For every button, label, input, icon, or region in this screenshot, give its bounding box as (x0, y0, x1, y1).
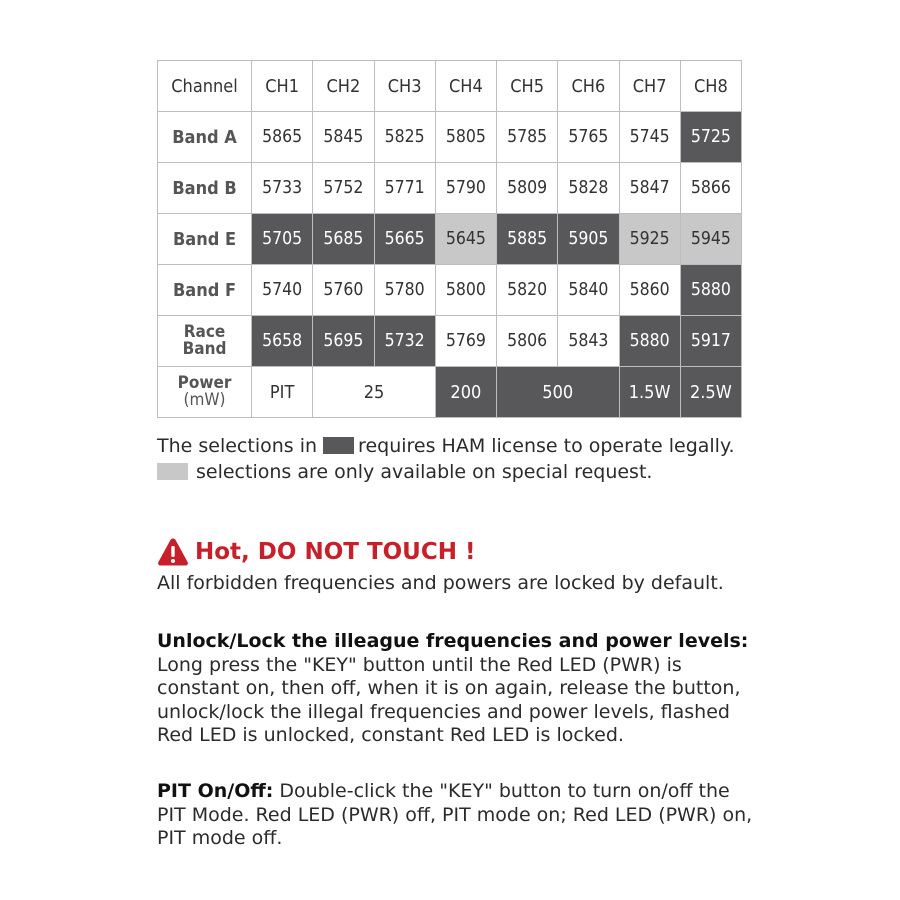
warning-title: Hot, DO NOT TOUCH ! (195, 539, 476, 565)
freq-cell: 5809 (497, 163, 558, 214)
freq-cell: 5790 (435, 163, 496, 214)
freq-cell: 5820 (497, 265, 558, 316)
freq-cell: 5847 (619, 163, 680, 214)
freq-cell: 5725 (680, 112, 741, 163)
freq-cell: 5752 (313, 163, 374, 214)
row-label-line1: Power (177, 373, 232, 393)
instruction-line (157, 780, 857, 804)
row-label-line1: Race (183, 322, 226, 342)
freq-cell: 5705 (252, 214, 313, 265)
freq-cell: 5658 (252, 316, 313, 367)
pit-heading: PIT On/Off: (157, 780, 274, 802)
freq-cell: 5925 (619, 214, 680, 265)
freq-cell: 5917 (680, 316, 741, 367)
table-row-power (158, 367, 742, 418)
power-cell: PIT (252, 367, 313, 418)
table-row-band-a (158, 112, 742, 163)
freq-cell: 5800 (435, 265, 496, 316)
row-label-line2: Band (182, 339, 227, 359)
row-label (158, 316, 252, 367)
channel-header-ch6: CH6 (558, 61, 619, 112)
warning-header (157, 535, 475, 569)
light-swatch (157, 463, 188, 480)
frequency-table (157, 60, 742, 418)
dark-swatch (323, 437, 354, 454)
freq-cell: 5645 (435, 214, 496, 265)
power-cell: 25 (313, 367, 436, 418)
warning-triangle-icon (157, 537, 189, 567)
table-row-band-f (158, 265, 742, 316)
freq-cell: 5765 (558, 112, 619, 163)
instruction-line: unlock/lock the illegal frequencies and power levels, flashed (157, 700, 730, 723)
freq-cell: 5905 (558, 214, 619, 265)
table-row-band-b (158, 163, 742, 214)
channel-header-ch8: CH8 (680, 61, 741, 112)
instruction-line: Red LED is unlocked, constant Red LED is locked. (157, 724, 624, 746)
freq-cell: 5825 (374, 112, 435, 163)
legend-text: The selections in (157, 435, 318, 457)
instruction-line: constant on, then off, when it is on again, release the button, (157, 677, 741, 699)
freq-cell: 5740 (252, 265, 313, 316)
pit-instructions (157, 780, 857, 851)
legend-text: requires HAM license to operate legally. (358, 435, 735, 457)
freq-cell: 5885 (497, 214, 558, 265)
channel-header-ch7: CH7 (619, 61, 680, 112)
row-label: Band B (158, 163, 252, 214)
unlock-instructions (157, 630, 857, 748)
freq-cell: 5860 (619, 265, 680, 316)
freq-cell: 5880 (680, 265, 741, 316)
power-cell: 2.5W (680, 367, 741, 418)
freq-cell: 5695 (313, 316, 374, 367)
freq-cell: 5685 (313, 214, 374, 265)
channel-header-ch3: CH3 (374, 61, 435, 112)
legend (157, 433, 857, 485)
row-label-line2: (mW) (183, 390, 226, 410)
freq-cell: 5732 (374, 316, 435, 367)
legend-line-dark (157, 433, 857, 459)
warning-subtitle: All forbidden frequencies and powers are locked by default. (157, 572, 724, 594)
freq-cell: 5828 (558, 163, 619, 214)
freq-cell: 5733 (252, 163, 313, 214)
instruction-line: PIT mode off. (157, 827, 283, 849)
freq-cell: 5880 (619, 316, 680, 367)
legend-text: selections are only available on special request. (196, 461, 653, 483)
power-cell: 200 (435, 367, 496, 418)
channel-header-label: Channel (158, 61, 252, 112)
row-label (158, 367, 252, 418)
channel-header-ch1: CH1 (252, 61, 313, 112)
freq-cell: 5665 (374, 214, 435, 265)
freq-cell: 5805 (435, 112, 496, 163)
table-row-race-band (158, 316, 742, 367)
freq-cell: 5780 (374, 265, 435, 316)
row-label: Band A (158, 112, 252, 163)
freq-cell: 5806 (497, 316, 558, 367)
channel-header-ch2: CH2 (313, 61, 374, 112)
freq-cell: 5760 (313, 265, 374, 316)
freq-cell: 5745 (619, 112, 680, 163)
instruction-line: PIT Mode. Red LED (PWR) off, PIT mode on; Red LED (PWR) on, (157, 803, 753, 826)
unlock-heading: Unlock/Lock the illeague frequencies and power levels: (157, 630, 749, 652)
instruction-line: Long press the "KEY" button until the Red LED (PWR) is (157, 653, 682, 676)
row-label: Band F (158, 265, 252, 316)
freq-cell: 5771 (374, 163, 435, 214)
freq-cell: 5785 (497, 112, 558, 163)
legend-line-light (157, 459, 857, 485)
pit-text: Double-click the "KEY" button to turn on/off the (273, 780, 730, 802)
channel-header-ch4: CH4 (435, 61, 496, 112)
table-header-row (158, 61, 742, 112)
freq-cell: 5866 (680, 163, 741, 214)
freq-cell: 5865 (252, 112, 313, 163)
freq-cell: 5845 (313, 112, 374, 163)
power-cell: 1.5W (619, 367, 680, 418)
channel-header-ch5: CH5 (497, 61, 558, 112)
freq-cell: 5945 (680, 214, 741, 265)
freq-cell: 5769 (435, 316, 496, 367)
freq-cell: 5840 (558, 265, 619, 316)
row-label: Band E (158, 214, 252, 265)
freq-cell: 5843 (558, 316, 619, 367)
power-cell: 500 (497, 367, 620, 418)
table-row-band-e (158, 214, 742, 265)
